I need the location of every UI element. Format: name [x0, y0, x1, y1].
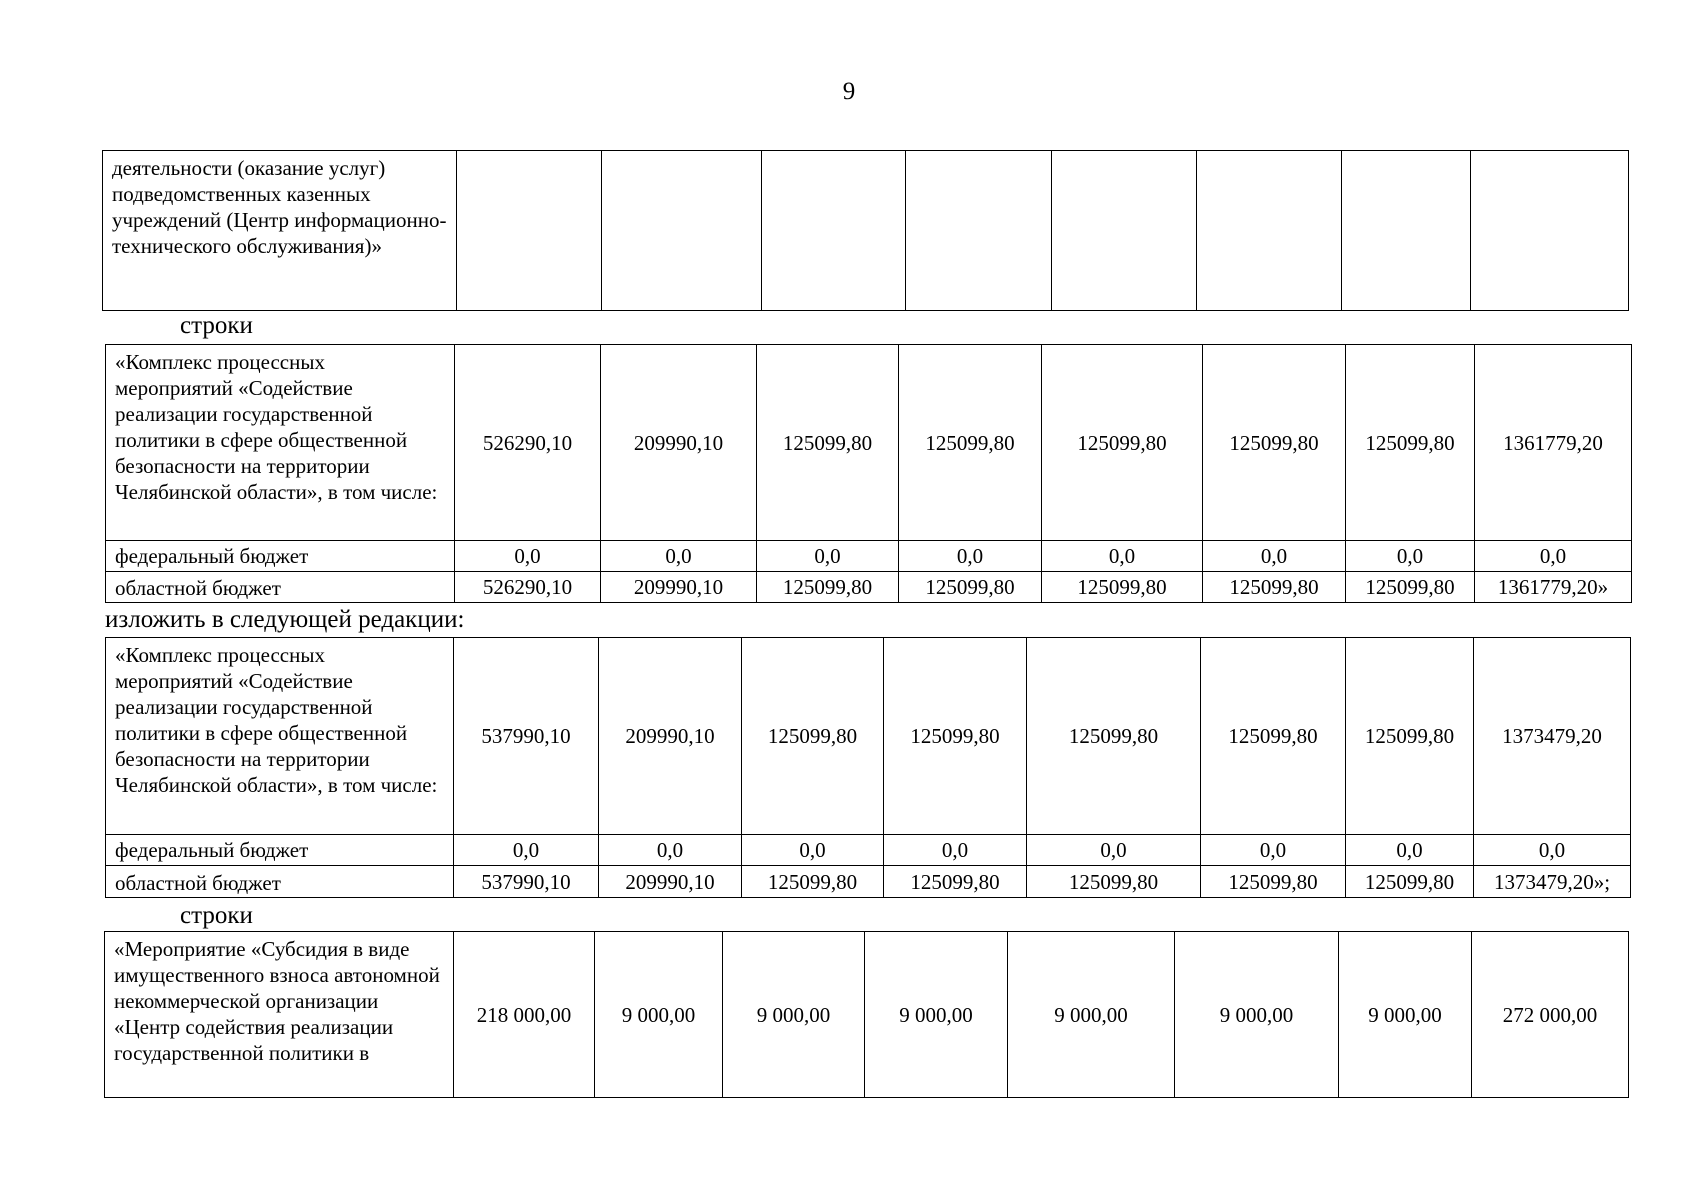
value-cell: 9 000,00 [723, 932, 865, 1098]
value-cell: 125099,80 [1027, 638, 1201, 835]
value-cell: 526290,10 [455, 345, 601, 541]
value-cell: 1361779,20 [1475, 345, 1632, 541]
value-cell: 537990,10 [454, 638, 599, 835]
table-row [106, 345, 1632, 541]
value-cell: 0,0 [599, 835, 742, 866]
table-new-version [105, 637, 1631, 898]
value-cell: 1361779,20» [1475, 572, 1632, 603]
value-cell: 125099,80 [1042, 572, 1203, 603]
regional-budget-label: областной бюджет [106, 866, 454, 898]
value-cell: 0,0 [1042, 541, 1203, 572]
value-cell: 125099,80 [1042, 345, 1203, 541]
value-cell: 125099,80 [899, 572, 1042, 603]
table-row [105, 932, 1629, 1098]
value-cell: 9 000,00 [1008, 932, 1175, 1098]
value-cell: 125099,80 [1203, 572, 1346, 603]
value-cell: 209990,10 [601, 345, 757, 541]
section-heading-new-version: изложить в следующей редакции: [105, 606, 465, 633]
row-description: деятельности (оказание услуг) подведомственных казенных учреждений (Центр информационно-технического обслуживания)» [103, 151, 457, 311]
value-cell [1471, 151, 1629, 311]
value-cell: 209990,10 [599, 638, 742, 835]
value-cell [1052, 151, 1197, 311]
value-cell: 125099,80 [1346, 345, 1475, 541]
row-description: «Комплекс процессных мероприятий «Содействие реализации государственной политики в сфере общественной безопасности на территории Челябинской области», в том числе: [106, 345, 455, 541]
section-heading-lines: строки [180, 312, 253, 339]
value-cell: 0,0 [742, 835, 884, 866]
value-cell: 9 000,00 [865, 932, 1008, 1098]
value-cell [602, 151, 762, 311]
value-cell: 125099,80 [757, 345, 899, 541]
value-cell: 125099,80 [1201, 638, 1346, 835]
table-old-version [105, 344, 1632, 603]
table-row [106, 835, 1631, 866]
value-cell: 0,0 [884, 835, 1027, 866]
value-cell: 0,0 [1201, 835, 1346, 866]
page-number: 9 [842, 78, 856, 105]
value-cell: 125099,80 [742, 638, 884, 835]
value-cell: 0,0 [1027, 835, 1201, 866]
table-row [103, 151, 1629, 311]
row-description: «Мероприятие «Субсидия в виде имущественного взноса автономной некоммерческой организации «Центр содействия реализации государственной политики в [105, 932, 454, 1098]
value-cell: 218 000,00 [454, 932, 595, 1098]
value-cell [906, 151, 1052, 311]
value-cell: 9 000,00 [595, 932, 723, 1098]
value-cell: 9 000,00 [1175, 932, 1339, 1098]
section-heading-lines-2: строки [180, 902, 253, 929]
value-cell [1197, 151, 1342, 311]
value-cell: 0,0 [601, 541, 757, 572]
value-cell: 1373479,20»; [1474, 866, 1631, 898]
table-continuation [102, 150, 1629, 311]
value-cell: 125099,80 [1346, 638, 1474, 835]
value-cell: 0,0 [757, 541, 899, 572]
value-cell: 1373479,20 [1474, 638, 1631, 835]
value-cell: 0,0 [899, 541, 1042, 572]
value-cell: 0,0 [455, 541, 601, 572]
federal-budget-label: федеральный бюджет [106, 835, 454, 866]
value-cell: 125099,80 [1201, 866, 1346, 898]
value-cell: 125099,80 [1346, 866, 1474, 898]
value-cell: 125099,80 [1203, 345, 1346, 541]
value-cell: 209990,10 [601, 572, 757, 603]
value-cell: 526290,10 [455, 572, 601, 603]
value-cell: 125099,80 [884, 638, 1027, 835]
value-cell: 125099,80 [742, 866, 884, 898]
value-cell: 0,0 [1346, 835, 1474, 866]
value-cell: 125099,80 [899, 345, 1042, 541]
row-description: «Комплекс процессных мероприятий «Содействие реализации государственной политики в сфере общественной безопасности на территории Челябинской области», в том числе: [106, 638, 454, 835]
value-cell: 0,0 [454, 835, 599, 866]
table-row [106, 638, 1631, 835]
table-subsidy [104, 931, 1629, 1098]
table-row [106, 541, 1632, 572]
value-cell [457, 151, 602, 311]
federal-budget-label: федеральный бюджет [106, 541, 455, 572]
table-row [106, 572, 1632, 603]
value-cell: 0,0 [1203, 541, 1346, 572]
value-cell: 537990,10 [454, 866, 599, 898]
value-cell [762, 151, 906, 311]
value-cell: 125099,80 [1346, 572, 1475, 603]
value-cell: 125099,80 [757, 572, 899, 603]
value-cell: 125099,80 [884, 866, 1027, 898]
value-cell: 272 000,00 [1472, 932, 1629, 1098]
value-cell: 0,0 [1475, 541, 1632, 572]
value-cell: 9 000,00 [1339, 932, 1472, 1098]
value-cell [1342, 151, 1471, 311]
value-cell: 125099,80 [1027, 866, 1201, 898]
value-cell: 209990,10 [599, 866, 742, 898]
table-row [106, 866, 1631, 898]
value-cell: 0,0 [1474, 835, 1631, 866]
value-cell: 0,0 [1346, 541, 1475, 572]
regional-budget-label: областной бюджет [106, 572, 455, 603]
